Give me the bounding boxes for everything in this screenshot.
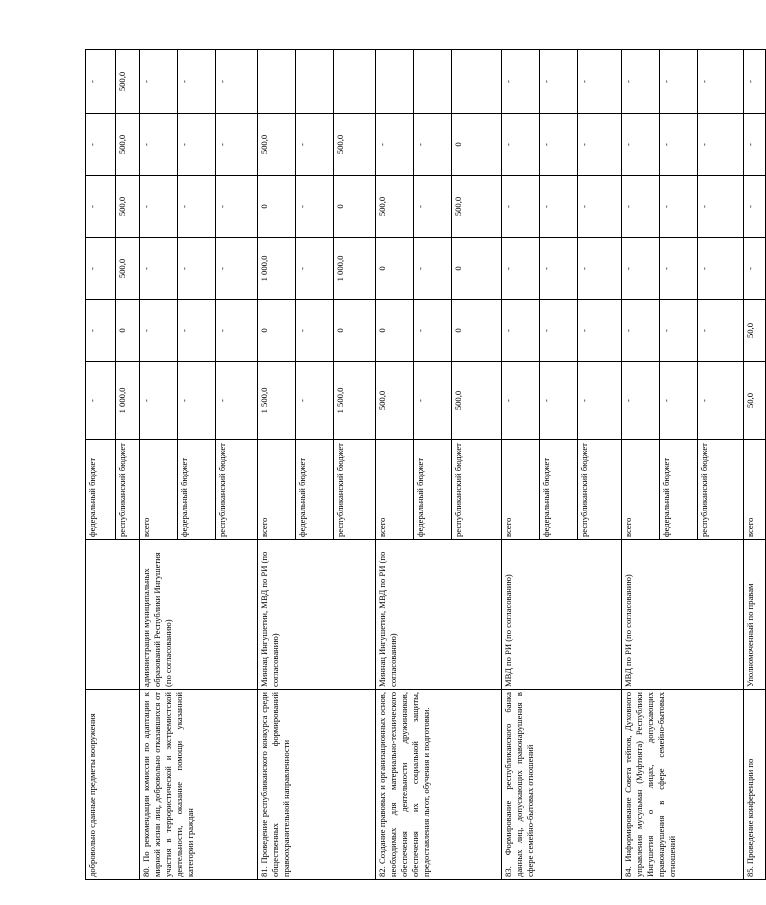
amount-cell-y1: 0 [334,300,376,362]
amount-cell-y4: 500,0 [258,114,296,176]
amount-cell-y4: - [216,114,258,176]
executor-cell: Уполномоченный по правам [744,540,766,690]
amount-cell-y5: - [698,50,744,114]
amount-cell-y5: - [140,50,178,114]
funding-source-cell: всего [502,440,540,540]
amount-cell-y2: - [86,238,116,300]
amount-cell-y3: 500,0 [116,176,140,238]
amount-cell-y5: - [578,50,622,114]
amount-cell-y3: 0 [258,176,296,238]
amount-cell-y5 [452,50,502,114]
amount-cell-y2: - [140,238,178,300]
amount-cell-y3: - [578,176,622,238]
funding-source-cell: федеральный бюджет [178,440,216,540]
executor-cell: МВД по РИ (по согласованию) [502,540,622,690]
amount-cell-y3: - [502,176,540,238]
funding-source-cell: всего [622,440,660,540]
amount-cell-y4: 0 [452,114,502,176]
amount-cell-total: - [622,362,660,440]
amount-cell-total: - [216,362,258,440]
amount-cell-y2: - [622,238,660,300]
amount-cell-y3: - [86,176,116,238]
amount-cell-y3: - [414,176,452,238]
amount-cell-y2: - [414,238,452,300]
amount-cell-y1: - [540,300,578,362]
funding-source-cell: республиканский бюджет [216,440,258,540]
funding-source-cell: республиканский бюджет [334,440,376,540]
amount-cell-y1: 0 [258,300,296,362]
amount-cell-y5 [414,50,452,114]
table-row [376,50,414,880]
amount-cell-total: 1 500,0 [258,362,296,440]
amount-cell-y4: - [178,114,216,176]
amount-cell-y3: - [540,176,578,238]
amount-cell-y4: - [414,114,452,176]
activity-cell: 80. По рекомендации комиссии по адаптации к мирной жизни лиц, добровольно отказавшихся от участия в террористической и экстремистской деятельности, оказание помощи указанной категории граждан [140,690,258,880]
amount-cell-y5: - [502,50,540,114]
amount-cell-y3: - [296,176,334,238]
amount-cell-y3: - [660,176,698,238]
amount-cell-y4: - [502,114,540,176]
amount-cell-y2: - [540,238,578,300]
amount-cell-y4: 500,0 [116,114,140,176]
funding-source-cell: всего [140,440,178,540]
activity-cell: 83. Формирование республиканского банка данных лиц, допускающих правонарушения в сфере семейно-бытовых отношений [502,690,622,880]
amount-cell-y1: - [140,300,178,362]
funding-source-cell: республиканский бюджет [116,440,140,540]
amount-cell-y5: 500,0 [116,50,140,114]
amount-cell-y5: - [744,50,766,114]
amount-cell-y1: - [296,300,334,362]
amount-cell-total: 1 000,0 [116,362,140,440]
amount-cell-y2: - [178,238,216,300]
amount-cell-y2: 0 [452,238,502,300]
amount-cell-total: 500,0 [452,362,502,440]
amount-cell-y5 [376,50,414,114]
amount-cell-y4: - [622,114,660,176]
amount-cell-y5: - [216,50,258,114]
amount-cell-y2: - [216,238,258,300]
amount-cell-y2: 500,0 [116,238,140,300]
amount-cell-y3: - [178,176,216,238]
amount-cell-y5: - [622,50,660,114]
amount-cell-y5: - [86,50,116,114]
amount-cell-y3: 500,0 [452,176,502,238]
amount-cell-y1: - [178,300,216,362]
funding-source-cell: федеральный бюджет [660,440,698,540]
amount-cell-y1: - [698,300,744,362]
amount-cell-total: - [296,362,334,440]
amount-cell-y3: 0 [334,176,376,238]
amount-cell-total: - [414,362,452,440]
amount-cell-y4: - [376,114,414,176]
amount-cell-total: 1 500,0 [334,362,376,440]
amount-cell-y4: - [86,114,116,176]
amount-cell-y4: - [296,114,334,176]
amount-cell-total: - [540,362,578,440]
funding-source-cell: всего [376,440,414,540]
funding-source-cell: федеральный бюджет [296,440,334,540]
amount-cell-total: 50,0 [744,362,766,440]
amount-cell-y3: - [744,176,766,238]
amount-cell-y1: - [86,300,116,362]
amount-cell-total: - [698,362,744,440]
amount-cell-y4: 500,0 [334,114,376,176]
amount-cell-total: - [178,362,216,440]
amount-cell-y1: - [414,300,452,362]
amount-cell-y2: 0 [376,238,414,300]
funding-source-cell: всего [258,440,296,540]
activity-cell: 85. Проведение конференции по [744,690,766,880]
amount-cell-y2: - [502,238,540,300]
table-row [86,50,116,880]
amount-cell-y3: - [216,176,258,238]
amount-cell-total: - [660,362,698,440]
activity-cell: добровольно сданные предметы вооружения [86,690,140,880]
amount-cell-y2: - [744,238,766,300]
amount-cell-total: - [86,362,116,440]
amount-cell-y4: - [578,114,622,176]
amount-cell-y5: - [540,50,578,114]
amount-cell-y3: - [140,176,178,238]
amount-cell-y4: - [140,114,178,176]
executor-cell: МВД по РИ (по согласованию) [622,540,744,690]
amount-cell-total: - [502,362,540,440]
amount-cell-total: - [140,362,178,440]
amount-cell-total: - [578,362,622,440]
activity-cell: 82. Создание правовых и организационных основ, необходимых для материально-технического обеспечения деятельности дружинников, обеспечения их социальной защиты, предоставления льгот, обучения и подготовки. [376,690,502,880]
amount-cell-y1: - [660,300,698,362]
table-row [622,50,660,880]
funding-source-cell: федеральный бюджет [540,440,578,540]
amount-cell-y5: - [178,50,216,114]
amount-cell-y1: 0 [376,300,414,362]
amount-cell-y1: 50,0 [744,300,766,362]
funding-source-cell: федеральный бюджет [414,440,452,540]
activity-cell: 84. Информирование Совета тейпов, Духовного управления мусульман (Муфтията) Республики Ингушетия о лицах, допускающих правонарушения в сфере семейно-бытовых отношений [622,690,744,880]
amount-cell-y2: - [660,238,698,300]
program-activities-table [85,49,766,880]
amount-cell-y3: 500,0 [376,176,414,238]
executor-cell: Миннац Ингушетии, МВД по РИ (по согласованию) [376,540,502,690]
amount-cell-y5 [296,50,334,114]
amount-cell-y4: - [540,114,578,176]
amount-cell-y4: - [698,114,744,176]
amount-cell-y1: - [578,300,622,362]
funding-source-cell: республиканский бюджет [452,440,502,540]
executor-cell: Миннац Ингушетии, МВД по РИ (по согласованию) [258,540,376,690]
amount-cell-y1: - [502,300,540,362]
table-row [744,50,766,880]
amount-cell-y4: - [660,114,698,176]
amount-cell-y5: - [660,50,698,114]
amount-cell-y5 [258,50,296,114]
funding-source-cell: федеральный бюджет [86,440,116,540]
amount-cell-y1: - [622,300,660,362]
executor-cell [86,540,140,690]
amount-cell-y4: - [744,114,766,176]
amount-cell-y2: 1 000,0 [334,238,376,300]
amount-cell-y1: - [216,300,258,362]
amount-cell-total: 500,0 [376,362,414,440]
amount-cell-y5 [334,50,376,114]
amount-cell-y2: - [698,238,744,300]
activity-cell: 81. Проведение республиканского конкурса среди общественных формирований правоохранительной направленности [258,690,376,880]
funding-source-cell: всего [744,440,766,540]
amount-cell-y2: 1 000,0 [258,238,296,300]
funding-source-cell: республиканский бюджет [698,440,744,540]
amount-cell-y3: - [698,176,744,238]
amount-cell-y1: 0 [452,300,502,362]
amount-cell-y2: - [296,238,334,300]
table-row [502,50,540,880]
table-row [140,50,178,880]
amount-cell-y3: - [622,176,660,238]
funding-source-cell: республиканский бюджет [578,440,622,540]
rotated-sheet [85,50,755,880]
table-row [258,50,296,880]
amount-cell-y1: 0 [116,300,140,362]
executor-cell: администрации муниципальных образований Республики Ингушетия (по согласованию) [140,540,258,690]
amount-cell-y2: - [578,238,622,300]
